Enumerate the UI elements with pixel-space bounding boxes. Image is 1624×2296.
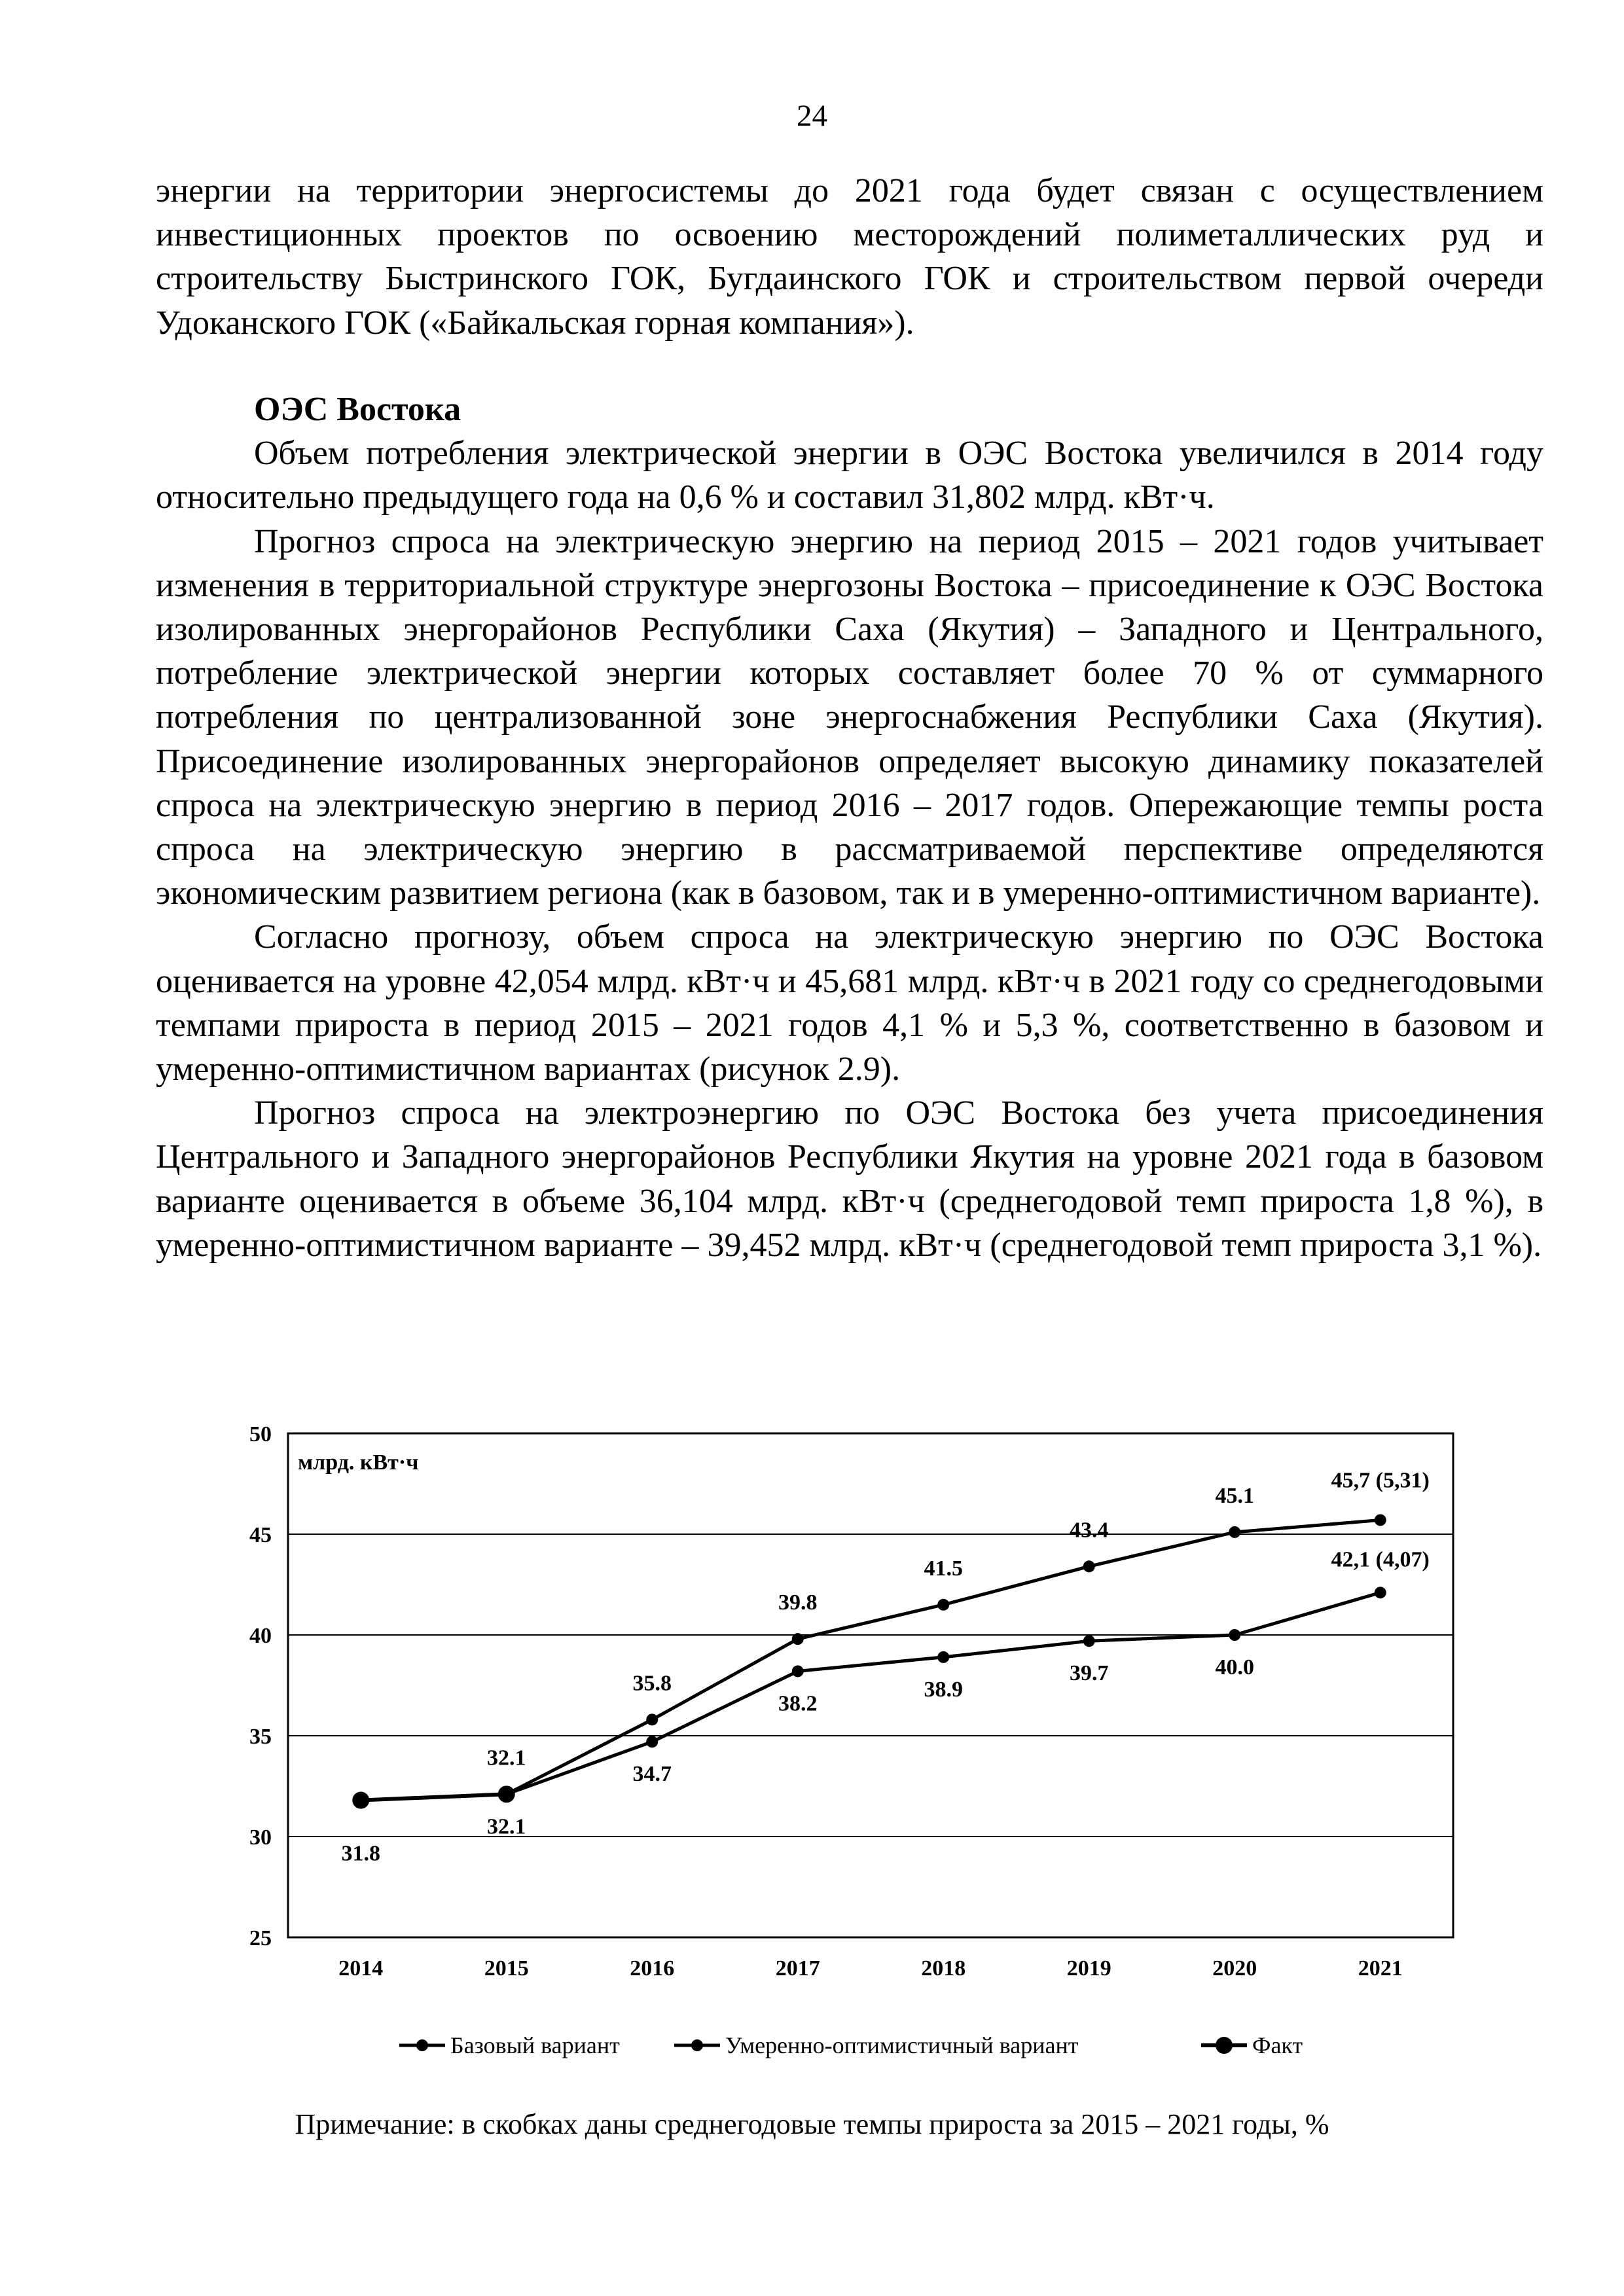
chart-legend	[399, 2032, 1303, 2058]
chart-svg	[216, 1414, 1479, 2081]
x-tick-label: 2018	[921, 1956, 966, 1981]
data-label: 43.4	[1070, 1518, 1109, 1543]
y-tick-label: 40	[249, 1624, 272, 1648]
data-point	[352, 1792, 369, 1809]
data-label: 45,7 (5,31)	[1331, 1468, 1430, 1493]
data-label: 42,1 (4,07)	[1331, 1547, 1430, 1572]
paragraph-consumption-2014: Объем потребления электрической энергии в ОЭС Востока увеличился в 2014 году относительно предыдущего года на 0,6 % и составил 31,802 млрд. кВт·ч.	[156, 435, 1543, 516]
y-tick-label: 25	[249, 1926, 272, 1950]
x-tick-label: 2015	[484, 1956, 529, 1981]
data-point	[1229, 1526, 1240, 1538]
data-point	[1083, 1560, 1095, 1572]
legend-marker	[416, 2039, 428, 2051]
data-label: 39.8	[778, 1590, 818, 1615]
paragraph-forecast-2021: Согласно прогнозу, объем спроса на электрическую энергию по ОЭС Востока оценивается на уровне 42,054 млрд. кВт·ч и 45,681 млрд. кВт·ч в 2021 году со среднегодовыми темпами прироста в период 2015 – 2021 годов 4,1 % и 5,3 %, соответственно в базовом и умеренно-оптимистичном вариантах (рисунок 2.9).	[156, 918, 1543, 1088]
plot-area-frame	[288, 1433, 1453, 1937]
x-tick-label: 2017	[775, 1956, 820, 1981]
section-oes-vostoka	[156, 387, 1543, 1267]
data-point	[1229, 1629, 1240, 1641]
data-point	[1375, 1587, 1386, 1598]
data-point	[646, 1736, 658, 1748]
data-point	[792, 1665, 804, 1677]
data-point	[937, 1651, 949, 1663]
grid-lines	[288, 1534, 1453, 1837]
y-tick-label: 35	[249, 1725, 272, 1749]
data-label: 34.7	[632, 1762, 672, 1787]
data-point	[498, 1785, 515, 1803]
data-point	[792, 1633, 804, 1645]
continued-paragraph-block	[156, 169, 1543, 345]
series-line	[361, 1794, 507, 1800]
demand-forecast-chart	[216, 1414, 1479, 2081]
data-point	[937, 1599, 949, 1611]
x-tick-label: 2016	[630, 1956, 675, 1981]
legend-label: Умеренно-оптимистичный вариант	[725, 2032, 1079, 2058]
paragraph-forecast-structure: Прогноз спроса на электрическую энергию на период 2015 – 2021 годов учитывает изменения в территориальной структуре энергозоны Востока – присоединение к ОЭС Востока изолированных энергорайонов Республики Саха (Якутия) – Западного и Центрального, потребление электрической энергии которых составляет более 70 % от суммарного потребления по централизованной зоне энергоснабжения Республики Саха (Якутия). Присоединение изолированных энергорайонов определяет высокую динамику показателей спроса на электрическую энергию в период 2016 – 2017 годов. Опережающие темпы роста спроса на электрическую энергию в рассматриваемой перспективе определяются экономическим развитием региона (как в базовом, так и в умеренно-оптимистичном варианте).	[156, 522, 1543, 912]
data-label: 31.8	[341, 1841, 380, 1866]
x-tick-label: 2014	[338, 1956, 384, 1981]
data-point	[1083, 1635, 1095, 1647]
data-label: 35.8	[632, 1671, 672, 1696]
section-title: ОЭС Востока	[254, 391, 461, 428]
x-axis-ticks	[338, 1956, 1403, 1981]
data-label: 39.7	[1070, 1661, 1109, 1686]
legend-marker	[1216, 2037, 1233, 2054]
data-label: 40.0	[1215, 1655, 1254, 1679]
unit-label: млрд. кВт·ч	[298, 1450, 419, 1475]
page-number: 24	[797, 99, 827, 133]
x-tick-label: 2019	[1066, 1956, 1111, 1981]
data-point	[646, 1713, 658, 1725]
legend-marker	[691, 2039, 703, 2051]
legend-label: Факт	[1252, 2032, 1303, 2058]
data-point	[1375, 1514, 1386, 1526]
data-label: 38.9	[924, 1677, 963, 1702]
y-tick-label: 50	[249, 1422, 272, 1446]
chart-note: Примечание: в скобках даны среднегодовые темпы прироста за 2015 – 2021 годы, %	[295, 2108, 1329, 2140]
y-tick-label: 45	[249, 1523, 272, 1547]
y-axis-ticks	[249, 1422, 272, 1950]
paragraph-forecast-without-yakutia: Прогноз спроса на электроэнергию по ОЭС Востока без учета присоединения Центрального и Западного энергорайонов Республики Якутия на уровне 2021 года в базовом варианте оценивается в объеме 36,104 млрд. кВт·ч (среднегодовой темп прироста 1,8 %), в умеренно-оптимистичном варианте – 39,452 млрд. кВт·ч (среднегодовой темп прироста 3,1 %).	[156, 1094, 1543, 1264]
data-label: 32.1	[487, 1746, 526, 1770]
paragraph-continued: энергии на территории энергосистемы до 2021 года будет связан с осуществлением инвестиционных проектов по освоению месторождений полиметаллических руд и строительству Быстринского ГОК, Бугдаинского ГОК и строительством первой очереди Удоканского ГОК («Байкальская горная компания»).	[156, 172, 1543, 342]
data-label: 45.1	[1215, 1483, 1254, 1508]
data-label: 32.1	[487, 1814, 526, 1839]
data-label: 38.2	[778, 1691, 818, 1716]
legend-label: Базовый вариант	[450, 2032, 620, 2058]
x-tick-label: 2021	[1358, 1956, 1403, 1981]
data-label: 41.5	[924, 1556, 963, 1581]
y-tick-label: 30	[249, 1825, 272, 1850]
x-tick-label: 2020	[1212, 1956, 1257, 1981]
